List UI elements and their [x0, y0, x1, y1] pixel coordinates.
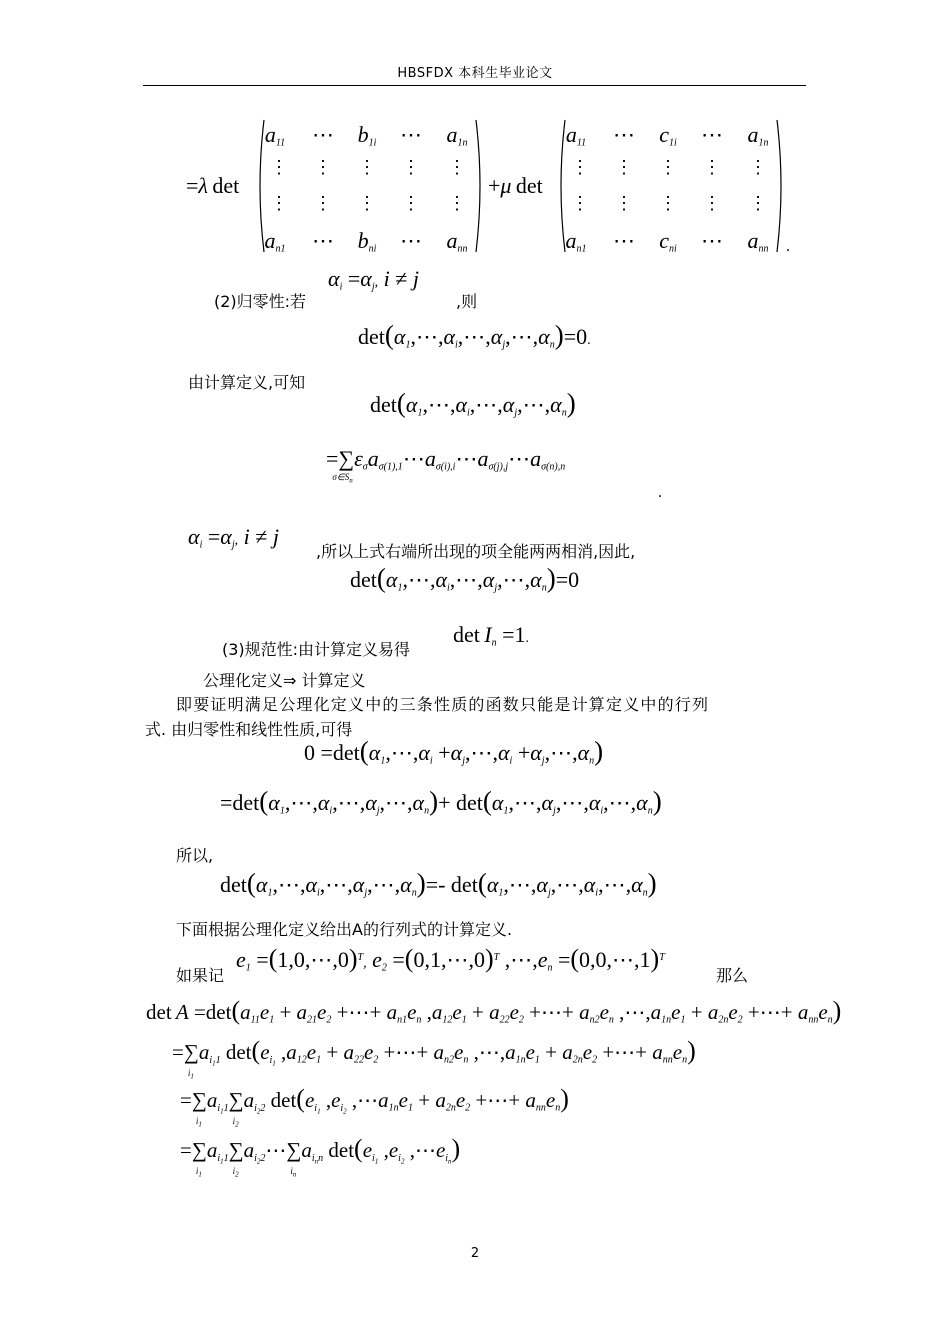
- page-number: 2: [470, 1246, 480, 1261]
- eq-det-zero-1: $\det(\alpha_1,\cdots,\alpha_i,\cdots,\alpha_j,\cdots,\alpha_n)=0$.: [358, 320, 591, 351]
- eq-detA-2: =∑ $i_1$ $a_{i_11}$ $\det(e_{i_1}$ $,a_{12}e_1 + a_{22}e_2$ +⋯+ $a_{n2}e_n$ $,\cdots,a_{1n}e_1 + a_{2n}e_2$ +⋯+ $a_{nn}e_n$): [172, 1036, 696, 1081]
- eq-linear-lhs: =λ det: [186, 173, 240, 198]
- eq-antisymmetry: $\det(\alpha_1,\cdots,\alpha_i,\cdots,\alpha_j,\cdots,\alpha_n)=-$ $\det(\alpha_1,\cdots,\alpha_j,\cdots,\alpha_i,\cdots,\alpha_n)$: [220, 868, 657, 899]
- eq-alpha-condition-2: $\alpha_i =\alpha_j$, i ≠ j: [188, 524, 279, 551]
- prove-line-1: 即要证明满足公理化定义中的三条性质的函数只能是计算定义中的行列: [176, 695, 710, 714]
- prop2-text: (2)归零性:若: [214, 292, 307, 311]
- then-text: 那么: [716, 966, 749, 985]
- by-calc-text: 由计算定义,可知: [188, 373, 306, 392]
- eq-detA-1: $\det A =\det(a_{11}e_1 + a_{21}e_2$ +⋯+ $a_{n1}e_n$ $,a_{12}e_1 + a_{22}e_2$ +⋯+ $a_{n2}e_n$ $,\cdots,a_{1n}e_1 + a_{2n}e_2$ +⋯+ $a_{nn}e_n$): [146, 996, 842, 1026]
- eq-zero-expand: $0 =\det(\alpha_1,\cdots,\alpha_i$ $+\alpha_j,\cdots,\alpha_i$ $+\alpha_j,\cdots,\alpha_n$): [304, 736, 604, 767]
- eq-zero-sum: $=\det(\alpha_1,\cdots,\alpha_i,\cdots,\alpha_j,\cdots,\alpha_n)+$ $\det(\alpha_1,\cdots,\alpha_j,\cdots,\alpha_i,\cdots,\alpha_n)$: [220, 786, 662, 817]
- header-rule: [143, 85, 806, 86]
- eq-det-identity: $\det I_n =1$.: [453, 622, 530, 649]
- if-denote-text: 如果记: [176, 966, 225, 985]
- eq-det-sum: =∑ $\sigma\in S_n$ $\varepsilon_\sigma a_{\sigma(1),1}\cdots a_{\sigma(i),i}\cdots a_{\sigma(j),j}\cdots a_{\sigma(n),n}$: [326, 446, 566, 485]
- eq-linear-mid: +μ det: [488, 173, 543, 198]
- eq-alpha-condition: $\alpha_i =\alpha_j$, i ≠ j: [328, 266, 419, 293]
- matrix-2: $a_{11}$ ⋯ $c_{1i}$ ⋯ $a_{1n}$ ⋮ ⋮ ⋮ ⋮ ⋮ ⋮ ⋮ ⋮ ⋮ ⋮ $a_{n1}$ ⋯ $c_{ni}$ ⋯ $a_{nn}$: [556, 118, 786, 254]
- period: .: [658, 484, 662, 501]
- next-give-text: 下面根据公理化定义给出A的行列式的计算定义.: [176, 920, 513, 939]
- cancel-text: ,所以上式右端所出现的项全能两两相消,因此,: [316, 542, 636, 561]
- eq-det-expand: $\det(\alpha_1,\cdots,\alpha_i,\cdots,\alpha_j,\cdots,\alpha_n)$: [370, 388, 576, 419]
- matrix-1: $a_{11}$ ⋯ $b_{1i}$ ⋯ $a_{1n}$ ⋮ ⋮ ⋮ ⋮ ⋮ ⋮ ⋮ ⋮ ⋮ ⋮ $a_{n1}$ ⋯ $b_{ni}$ ⋯ $a_{nn}$: [255, 118, 485, 254]
- eq-detA-3: =∑ $i_1$ $a_{i_11}\sum$ $i_2$ $a_{i_22}$ $\det(e_{i_1}$ $,e_{i_2}$ $,\cdots a_{1n}e_1 + a_{2n}e_2$ +⋯+ $a_{nn}e_n$): [180, 1084, 569, 1129]
- prop2-then: ,则: [456, 292, 478, 311]
- period: .: [786, 238, 790, 255]
- eq-detA-4: =∑ $i_1$ $a_{i_11}\sum$ $i_2$ $a_{i_22}\cdots\sum$ $i_n$ $a_{i_nn}$ $\det(e_{i_1}$ $,e_{i_2}$ $,\cdots e_{i_n}$): [180, 1134, 461, 1179]
- eq-det-zero-2: $\det(\alpha_1,\cdots,\alpha_i,\cdots,\alpha_j,\cdots,\alpha_n)=0$: [350, 563, 580, 594]
- page-header: HBSFDX 本科生毕业论文: [397, 66, 553, 81]
- prove-line-2: 式. 由归零性和线性性质,可得: [145, 720, 353, 739]
- prop3-text: (3)规范性:由计算定义易得: [222, 640, 411, 659]
- therefore-text: 所以,: [176, 846, 214, 865]
- eq-basis-vectors: $e_1$ =(1,0,⋯,0)$^T$, $e_2$ =(0,1,⋯,0)$^T$ $,\cdots,e_n$ =(0,0,⋯,1)$^T$: [236, 944, 665, 974]
- axiom-to-calc: 公理化定义⇒ 计算定义: [203, 671, 366, 690]
